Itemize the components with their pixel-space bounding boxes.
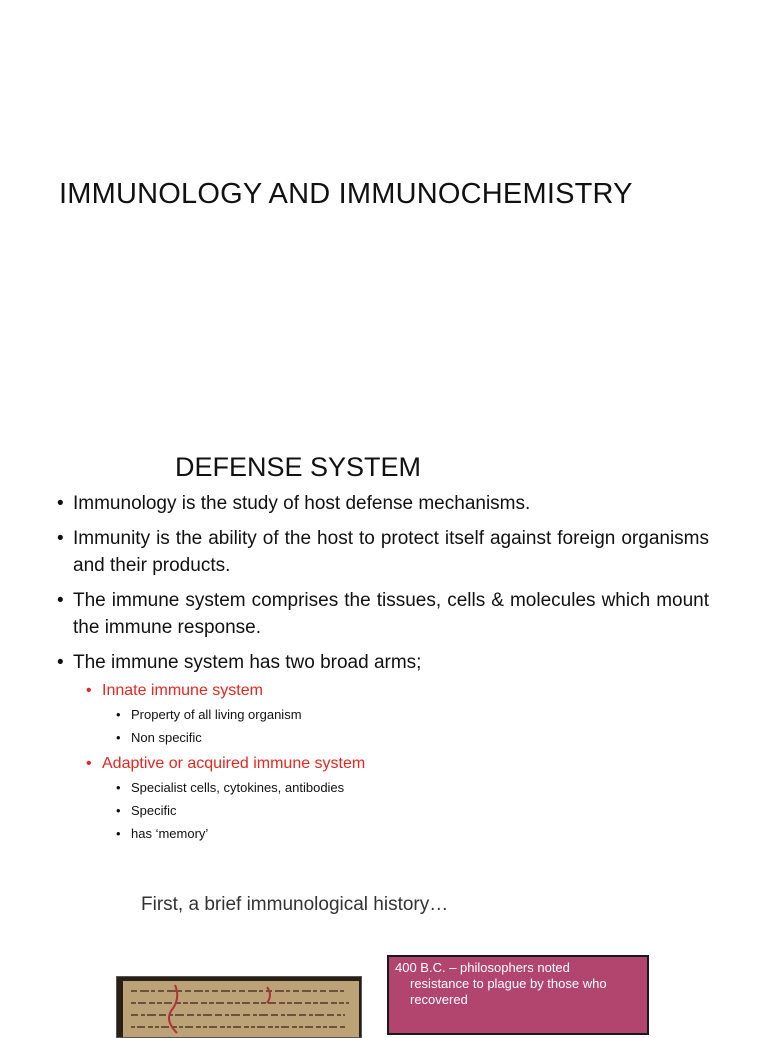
slide-3-title: First, a brief immunological history…	[141, 894, 449, 915]
bullet-list	[57, 490, 709, 847]
history-line-2: resistance to plague by those who	[410, 976, 607, 991]
history-note-box	[387, 955, 649, 1035]
slide-1-title: IMMUNOLOGY AND IMMUNOCHEMISTRY	[59, 178, 633, 210]
adaptive-arm-label: • Adaptive or acquired immune system	[86, 753, 709, 775]
slide-2	[0, 420, 768, 870]
sub-bullet-item: • Specific	[116, 801, 709, 821]
slide-2-title: DEFENSE SYSTEM	[175, 452, 422, 482]
bullet-item: • Immunity is the ability of the host to protect itself against foreign organisms and their products.	[57, 525, 709, 579]
sub-bullet-item: • Specialist cells, cytokines, antibodies	[116, 778, 709, 798]
manuscript-illustration	[117, 977, 361, 1037]
bullet-item: • The immune system has two broad arms;	[57, 649, 709, 676]
slide-1	[0, 0, 768, 420]
sub-bullet-item: • Property of all living organism	[116, 705, 709, 725]
bullet-item: • The immune system comprises the tissues, cells & molecules which mount the immune response.	[57, 587, 709, 641]
history-line-1: 400 B.C. – philosophers noted	[395, 960, 570, 975]
sub-bullet-item: • has ‘memory’	[116, 824, 709, 844]
manuscript-image	[116, 976, 362, 1038]
innate-arm-label: • Innate immune system	[86, 680, 709, 702]
bullet-item: • Immunology is the study of host defense mechanisms.	[57, 490, 709, 517]
history-line-3: recovered	[410, 992, 468, 1007]
slide-3	[0, 870, 768, 1024]
sub-bullet-item: • Non specific	[116, 728, 709, 748]
